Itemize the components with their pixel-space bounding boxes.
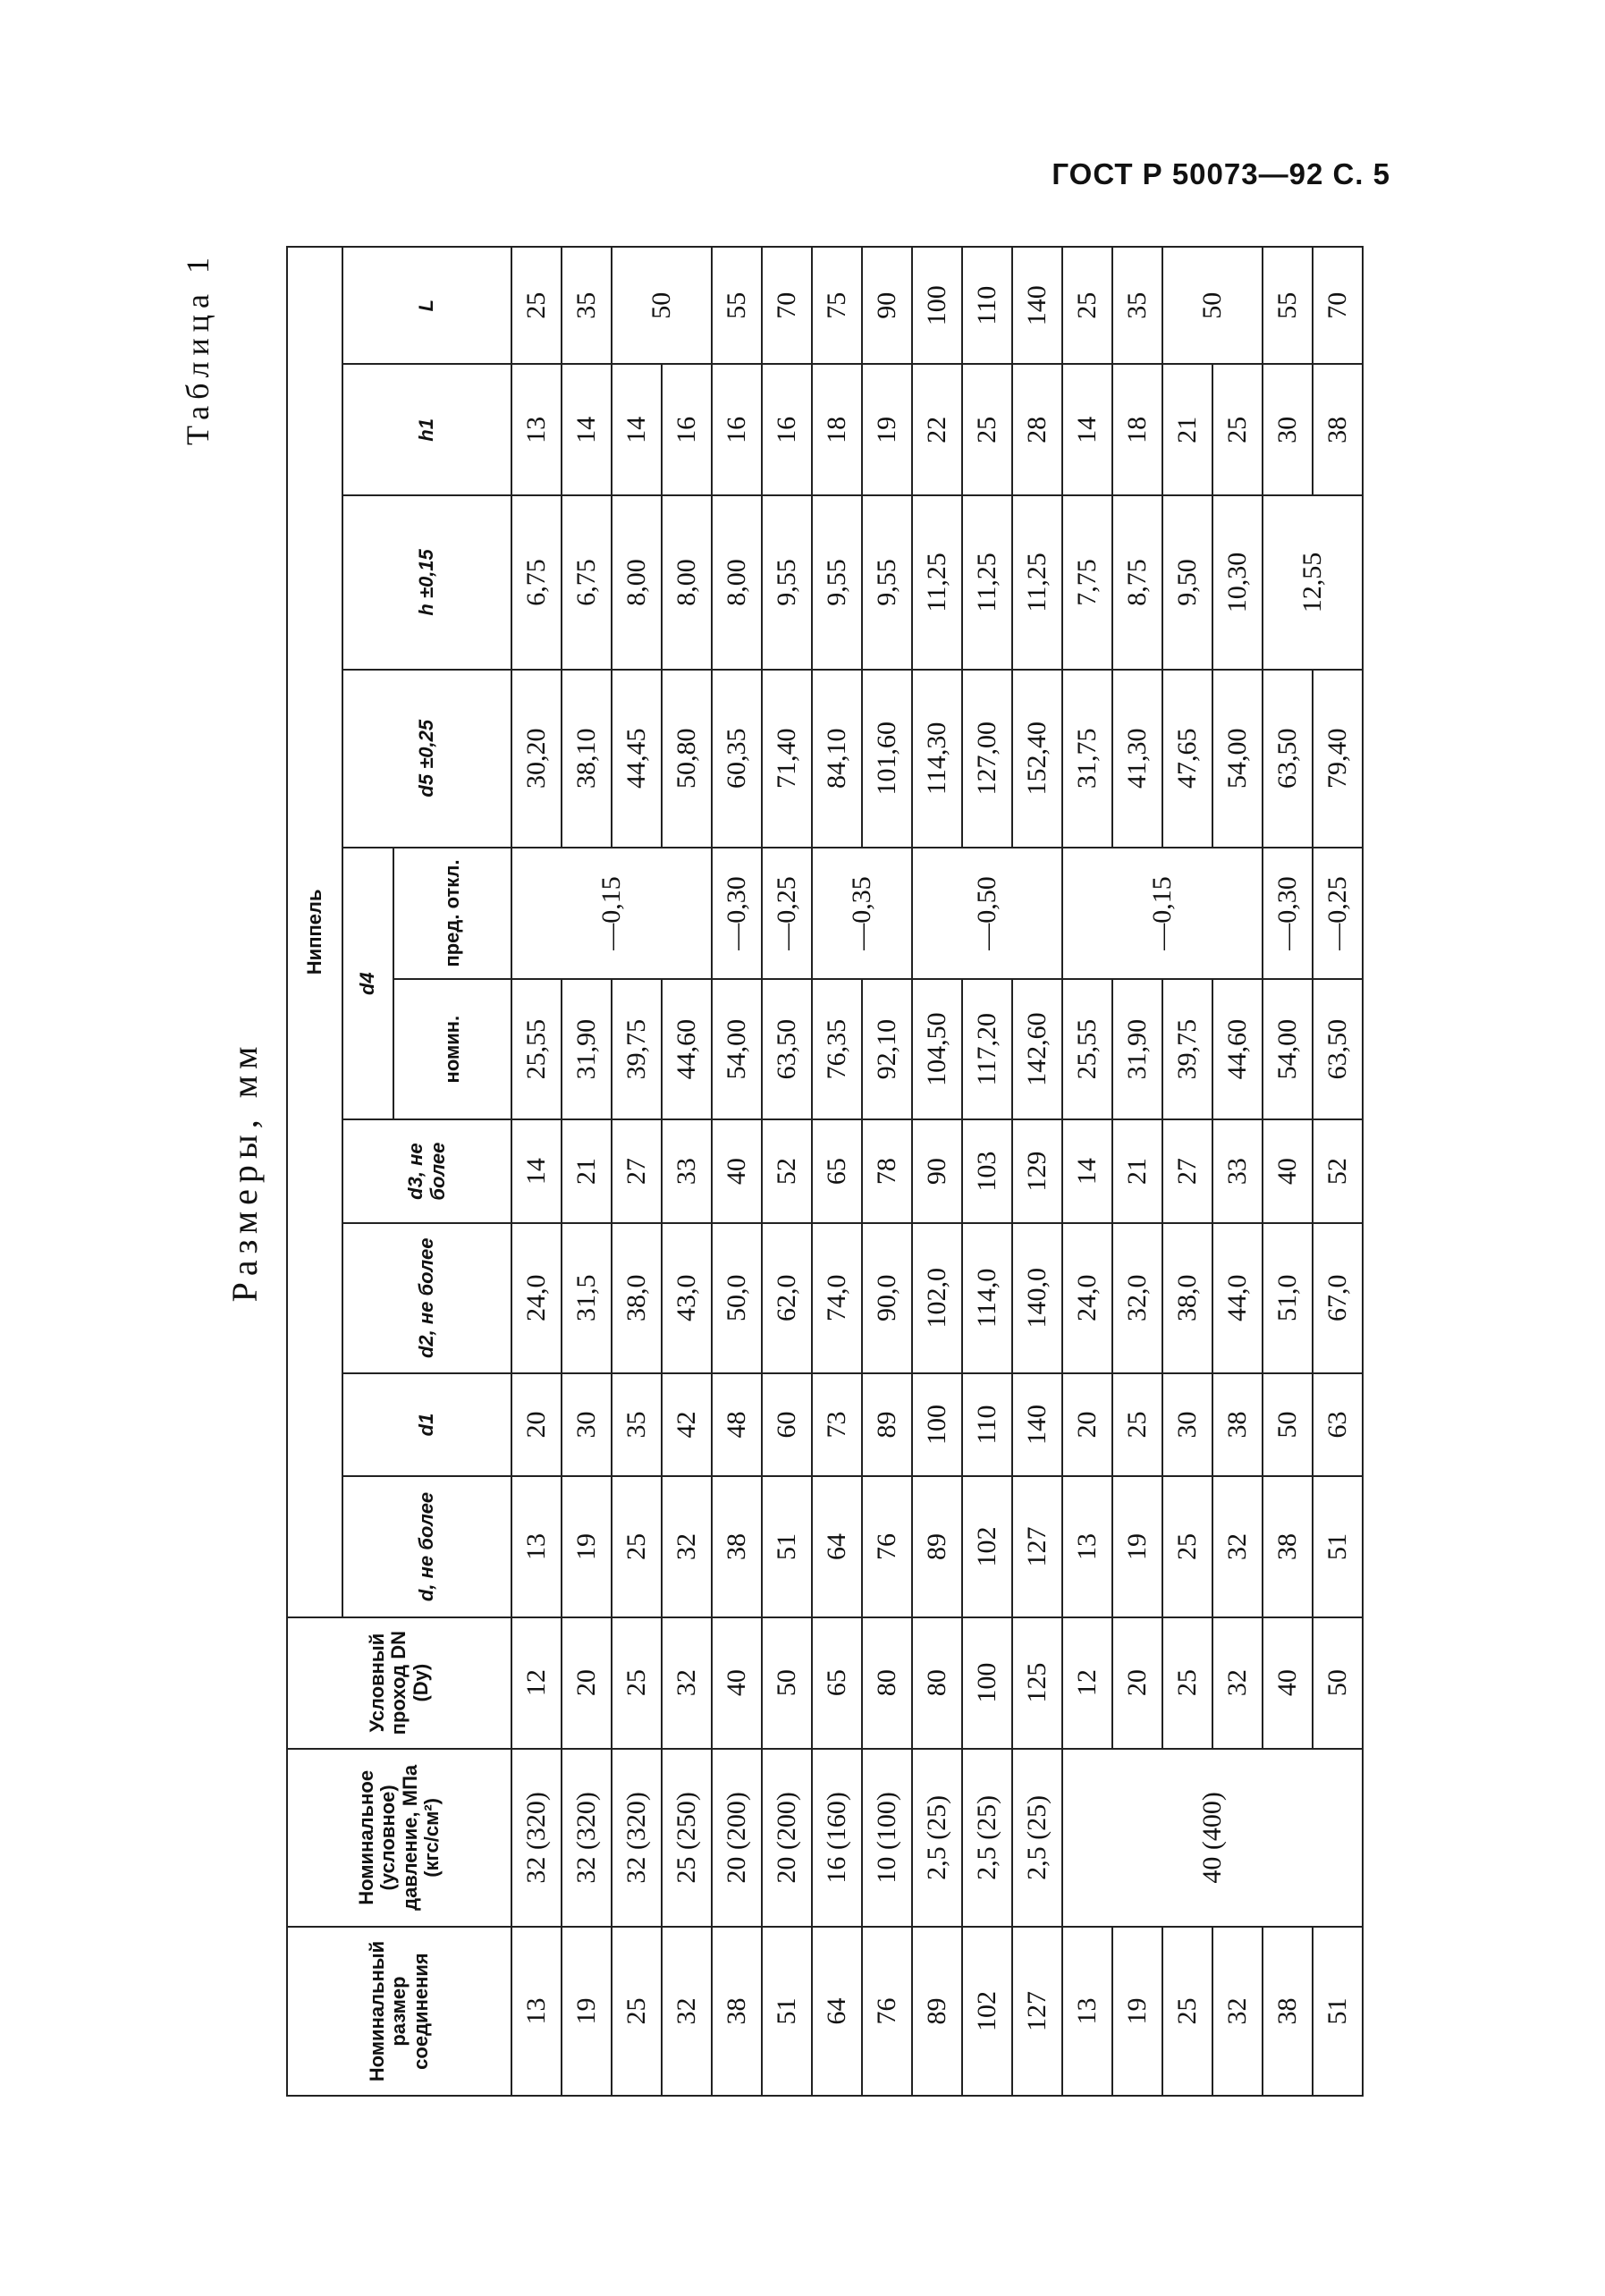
cell-d5: 63,50 — [1263, 670, 1313, 848]
cell-h: 9,55 — [862, 495, 912, 669]
table-row — [812, 247, 862, 2096]
cell-dn: 50 — [762, 1617, 812, 1749]
cell-h: 11,25 — [1012, 495, 1062, 669]
cell-d: 51 — [762, 1476, 812, 1616]
cell-d4-tolerance: —0,35 — [812, 848, 912, 979]
cell-d1: 42 — [662, 1373, 712, 1476]
cell-pressure: 10 (100) — [862, 1749, 912, 1927]
cell-d5: 101,60 — [862, 670, 912, 848]
cell-dn: 100 — [962, 1617, 1012, 1749]
cell-h: 11,25 — [912, 495, 962, 669]
cell-L: 100 — [912, 247, 962, 364]
cell-h1: 28 — [1012, 364, 1062, 495]
cell-d1: 20 — [511, 1373, 562, 1476]
cell-d3: 14 — [511, 1119, 562, 1222]
cell-d5: 114,30 — [912, 670, 962, 848]
cell-L: 35 — [1112, 247, 1162, 364]
table-body — [511, 247, 1363, 2096]
cell-d2: 38,0 — [1162, 1223, 1212, 1373]
cell-d: 76 — [862, 1476, 912, 1616]
cell-d4: 92,10 — [862, 979, 912, 1119]
cell-dn: 25 — [612, 1617, 662, 1749]
cell-d5: 71,40 — [762, 670, 812, 848]
cell-d4-tolerance: —0,15 — [511, 848, 712, 979]
cell-d4: 44,60 — [1212, 979, 1263, 1119]
cell-h1: 16 — [762, 364, 812, 495]
cell-h1: 21 — [1162, 364, 1212, 495]
cell-d4: 142,60 — [1012, 979, 1062, 1119]
cell-d: 89 — [912, 1476, 962, 1616]
cell-d5: 38,10 — [562, 670, 612, 848]
cell-d4: 54,00 — [1263, 979, 1313, 1119]
cell-L: 50 — [612, 247, 712, 364]
cell-h: 6,75 — [562, 495, 612, 669]
cell-size: 102 — [962, 1927, 1012, 2096]
cell-L: 25 — [1062, 247, 1112, 364]
cell-d2: 38,0 — [612, 1223, 662, 1373]
cell-d4: 25,55 — [511, 979, 562, 1119]
cell-h: 8,00 — [712, 495, 762, 669]
cell-h: 12,55 — [1263, 495, 1363, 669]
cell-d: 19 — [1112, 1476, 1162, 1616]
cell-d3: 40 — [1263, 1119, 1313, 1222]
cell-size: 38 — [1263, 1927, 1313, 2096]
cell-d2: 67,0 — [1313, 1223, 1363, 1373]
cell-dn: 20 — [562, 1617, 612, 1749]
cell-d1: 63 — [1313, 1373, 1363, 1476]
header-d4-group: d4 — [342, 848, 393, 1119]
cell-d4-tolerance: —0,25 — [1313, 848, 1363, 979]
cell-d5: 60,35 — [712, 670, 762, 848]
cell-d2: 32,0 — [1112, 1223, 1162, 1373]
cell-d1: 25 — [1112, 1373, 1162, 1476]
cell-d: 19 — [562, 1476, 612, 1616]
cell-h1: 14 — [612, 364, 662, 495]
table-row — [912, 247, 962, 2096]
cell-h1: 14 — [562, 364, 612, 495]
cell-pressure: 20 (200) — [712, 1749, 762, 1927]
cell-d1: 100 — [912, 1373, 962, 1476]
cell-d4: 117,20 — [962, 979, 1012, 1119]
cell-h1: 16 — [662, 364, 712, 495]
header-d1: d1 — [342, 1373, 511, 1476]
cell-d1: 140 — [1012, 1373, 1062, 1476]
cell-size: 19 — [562, 1927, 612, 2096]
cell-d2: 102,0 — [912, 1223, 962, 1373]
cell-d4-tolerance: —0,50 — [912, 848, 1062, 979]
cell-d2: 31,5 — [562, 1223, 612, 1373]
cell-d: 13 — [511, 1476, 562, 1616]
cell-h1: 14 — [1062, 364, 1112, 495]
dimensions-table — [286, 246, 1364, 2097]
cell-d3: 21 — [562, 1119, 612, 1222]
cell-h: 6,75 — [511, 495, 562, 669]
header-h1: h1 — [342, 364, 511, 495]
cell-pressure: 2,5 (25) — [1012, 1749, 1062, 1927]
cell-size: 25 — [612, 1927, 662, 2096]
cell-d4: 44,60 — [662, 979, 712, 1119]
cell-d2: 62,0 — [762, 1223, 812, 1373]
cell-L: 55 — [712, 247, 762, 364]
cell-L: 75 — [812, 247, 862, 364]
cell-d4: 39,75 — [612, 979, 662, 1119]
cell-h1: 18 — [1112, 364, 1162, 495]
header-d5: d5 ±0,25 — [342, 670, 511, 848]
cell-h: 11,25 — [962, 495, 1012, 669]
cell-d1: 60 — [762, 1373, 812, 1476]
cell-d5: 152,40 — [1012, 670, 1062, 848]
cell-d4: 25,55 — [1062, 979, 1112, 1119]
table-row — [862, 247, 912, 2096]
table-caption: Размеры, мм — [224, 1040, 265, 1303]
cell-h1: 38 — [1313, 364, 1363, 495]
cell-size: 51 — [762, 1927, 812, 2096]
cell-d4-tolerance: —0,30 — [1263, 848, 1313, 979]
table-row — [712, 247, 762, 2096]
cell-d2: 50,0 — [712, 1223, 762, 1373]
cell-size: 127 — [1012, 1927, 1062, 2096]
cell-size: 51 — [1313, 1927, 1363, 2096]
cell-d2: 51,0 — [1263, 1223, 1313, 1373]
header-d: d, не более — [342, 1476, 511, 1616]
cell-d4: 63,50 — [1313, 979, 1363, 1119]
cell-h1: 25 — [1212, 364, 1263, 495]
header-dn: Условный проход DN (Dy) — [287, 1617, 511, 1749]
cell-h1: 22 — [912, 364, 962, 495]
cell-d4: 76,35 — [812, 979, 862, 1119]
cell-h: 8,75 — [1112, 495, 1162, 669]
cell-d: 25 — [1162, 1476, 1212, 1616]
cell-d4: 31,90 — [562, 979, 612, 1119]
cell-h: 8,00 — [662, 495, 712, 669]
cell-d1: 35 — [612, 1373, 662, 1476]
cell-d: 38 — [712, 1476, 762, 1616]
cell-dn: 12 — [511, 1617, 562, 1749]
cell-L: 55 — [1263, 247, 1313, 364]
cell-d5: 44,45 — [612, 670, 662, 848]
cell-d3: 52 — [1313, 1119, 1363, 1222]
cell-h: 10,30 — [1212, 495, 1263, 669]
cell-h1: 18 — [812, 364, 862, 495]
cell-dn: 50 — [1313, 1617, 1363, 1749]
cell-d5: 31,75 — [1062, 670, 1112, 848]
cell-h: 9,55 — [762, 495, 812, 669]
cell-h1: 30 — [1263, 364, 1313, 495]
table-header — [287, 247, 511, 2096]
table-row — [612, 247, 662, 2096]
cell-d1: 89 — [862, 1373, 912, 1476]
table-label: Таблица 1 — [180, 251, 215, 445]
cell-d3: 33 — [662, 1119, 712, 1222]
cell-d4: 104,50 — [912, 979, 962, 1119]
cell-d1: 48 — [712, 1373, 762, 1476]
cell-d3: 21 — [1112, 1119, 1162, 1222]
cell-d: 13 — [1062, 1476, 1112, 1616]
cell-d4-tolerance: —0,30 — [712, 848, 762, 979]
cell-dn: 32 — [662, 1617, 712, 1749]
cell-d3: 52 — [762, 1119, 812, 1222]
cell-d5: 30,20 — [511, 670, 562, 848]
cell-d2: 43,0 — [662, 1223, 712, 1373]
table-1-container — [179, 246, 1368, 2097]
cell-d: 32 — [1212, 1476, 1263, 1616]
cell-L: 90 — [862, 247, 912, 364]
cell-d3: 78 — [862, 1119, 912, 1222]
cell-size: 32 — [1212, 1927, 1263, 2096]
cell-d: 127 — [1012, 1476, 1062, 1616]
cell-d1: 38 — [1212, 1373, 1263, 1476]
cell-h1: 19 — [862, 364, 912, 495]
cell-dn: 20 — [1112, 1617, 1162, 1749]
header-size: Номинальный размер соединения — [287, 1927, 511, 2096]
header-h: h ±0,15 — [342, 495, 511, 669]
cell-L: 140 — [1012, 247, 1062, 364]
cell-dn: 80 — [912, 1617, 962, 1749]
cell-dn: 32 — [1212, 1617, 1263, 1749]
cell-pressure: 20 (200) — [762, 1749, 812, 1927]
cell-d5: 41,30 — [1112, 670, 1162, 848]
cell-d3: 27 — [1162, 1119, 1212, 1222]
table-row — [562, 247, 612, 2096]
cell-size: 13 — [1062, 1927, 1112, 2096]
header-L: L — [342, 247, 511, 364]
table-row — [1062, 247, 1112, 2096]
cell-size: 32 — [662, 1927, 712, 2096]
cell-d5: 79,40 — [1313, 670, 1363, 848]
cell-h1: 25 — [962, 364, 1012, 495]
cell-d3: 65 — [812, 1119, 862, 1222]
cell-L: 70 — [762, 247, 812, 364]
cell-d2: 90,0 — [862, 1223, 912, 1373]
cell-d3: 40 — [712, 1119, 762, 1222]
cell-d1: 50 — [1263, 1373, 1313, 1476]
cell-d3: 14 — [1062, 1119, 1112, 1222]
cell-size: 89 — [912, 1927, 962, 2096]
cell-d2: 44,0 — [1212, 1223, 1263, 1373]
cell-dn: 40 — [1263, 1617, 1313, 1749]
cell-d1: 30 — [562, 1373, 612, 1476]
cell-pressure: 2,5 (25) — [962, 1749, 1012, 1927]
header-nipple-group: Ниппель — [287, 247, 342, 1617]
cell-d3: 90 — [912, 1119, 962, 1222]
cell-dn: 65 — [812, 1617, 862, 1749]
cell-h1: 16 — [712, 364, 762, 495]
cell-d: 102 — [962, 1476, 1012, 1616]
cell-h: 7,75 — [1062, 495, 1112, 669]
cell-d2: 74,0 — [812, 1223, 862, 1373]
cell-pressure: 25 (250) — [662, 1749, 712, 1927]
cell-pressure: 2,5 (25) — [912, 1749, 962, 1927]
cell-d2: 114,0 — [962, 1223, 1012, 1373]
cell-L: 50 — [1162, 247, 1263, 364]
page-header: ГОСТ Р 50073—92 С. 5 — [1052, 157, 1390, 190]
cell-L: 70 — [1313, 247, 1363, 364]
table-row — [662, 247, 712, 2096]
cell-h: 9,50 — [1162, 495, 1212, 669]
cell-d4-tolerance: —0,15 — [1062, 848, 1263, 979]
cell-pressure: 40 (400) — [1062, 1749, 1363, 1927]
cell-d1: 20 — [1062, 1373, 1112, 1476]
cell-d4-tolerance: —0,25 — [762, 848, 812, 979]
cell-pressure: 16 (160) — [812, 1749, 862, 1927]
cell-d3: 33 — [1212, 1119, 1263, 1222]
cell-d4: 63,50 — [762, 979, 812, 1119]
cell-d: 38 — [1263, 1476, 1313, 1616]
cell-d2: 24,0 — [1062, 1223, 1112, 1373]
cell-d2: 24,0 — [511, 1223, 562, 1373]
cell-dn: 80 — [862, 1617, 912, 1749]
cell-dn: 40 — [712, 1617, 762, 1749]
cell-size: 38 — [712, 1927, 762, 2096]
cell-dn: 12 — [1062, 1617, 1112, 1749]
header-d4-tolerance: пред. откл. — [393, 848, 511, 979]
cell-h: 9,55 — [812, 495, 862, 669]
cell-d: 32 — [662, 1476, 712, 1616]
cell-d3: 27 — [612, 1119, 662, 1222]
cell-d2: 140,0 — [1012, 1223, 1062, 1373]
rotated-table-area — [179, 246, 1368, 2097]
cell-h: 8,00 — [612, 495, 662, 669]
cell-L: 25 — [511, 247, 562, 364]
cell-L: 110 — [962, 247, 1012, 364]
header-d2: d2, не более — [342, 1223, 511, 1373]
cell-pressure: 32 (320) — [511, 1749, 562, 1927]
cell-d4: 31,90 — [1112, 979, 1162, 1119]
cell-d4: 54,00 — [712, 979, 762, 1119]
cell-size: 13 — [511, 1927, 562, 2096]
cell-size: 64 — [812, 1927, 862, 2096]
cell-d1: 110 — [962, 1373, 1012, 1476]
cell-d: 25 — [612, 1476, 662, 1616]
header-d3: d3, не более — [342, 1119, 511, 1222]
cell-d5: 50,80 — [662, 670, 712, 848]
cell-d3: 129 — [1012, 1119, 1062, 1222]
cell-d3: 103 — [962, 1119, 1012, 1222]
cell-size: 25 — [1162, 1927, 1212, 2096]
cell-d4: 39,75 — [1162, 979, 1212, 1119]
cell-dn: 25 — [1162, 1617, 1212, 1749]
header-pressure: Номинальное (условное) давление, МПа (кгс/см²) — [287, 1749, 511, 1927]
cell-d5: 84,10 — [812, 670, 862, 848]
cell-d: 51 — [1313, 1476, 1363, 1616]
cell-size: 76 — [862, 1927, 912, 2096]
cell-dn: 125 — [1012, 1617, 1062, 1749]
cell-d: 64 — [812, 1476, 862, 1616]
cell-d1: 73 — [812, 1373, 862, 1476]
cell-h1: 13 — [511, 364, 562, 495]
table-row — [1012, 247, 1062, 2096]
cell-d5: 47,65 — [1162, 670, 1212, 848]
table-row — [762, 247, 812, 2096]
cell-pressure: 32 (320) — [562, 1749, 612, 1927]
table-row — [511, 247, 562, 2096]
cell-d5: 54,00 — [1212, 670, 1263, 848]
cell-d1: 30 — [1162, 1373, 1212, 1476]
header-d4-nominal: номин. — [393, 979, 511, 1119]
cell-L: 35 — [562, 247, 612, 364]
cell-pressure: 32 (320) — [612, 1749, 662, 1927]
cell-d5: 127,00 — [962, 670, 1012, 848]
table-row — [962, 247, 1012, 2096]
cell-size: 19 — [1112, 1927, 1162, 2096]
